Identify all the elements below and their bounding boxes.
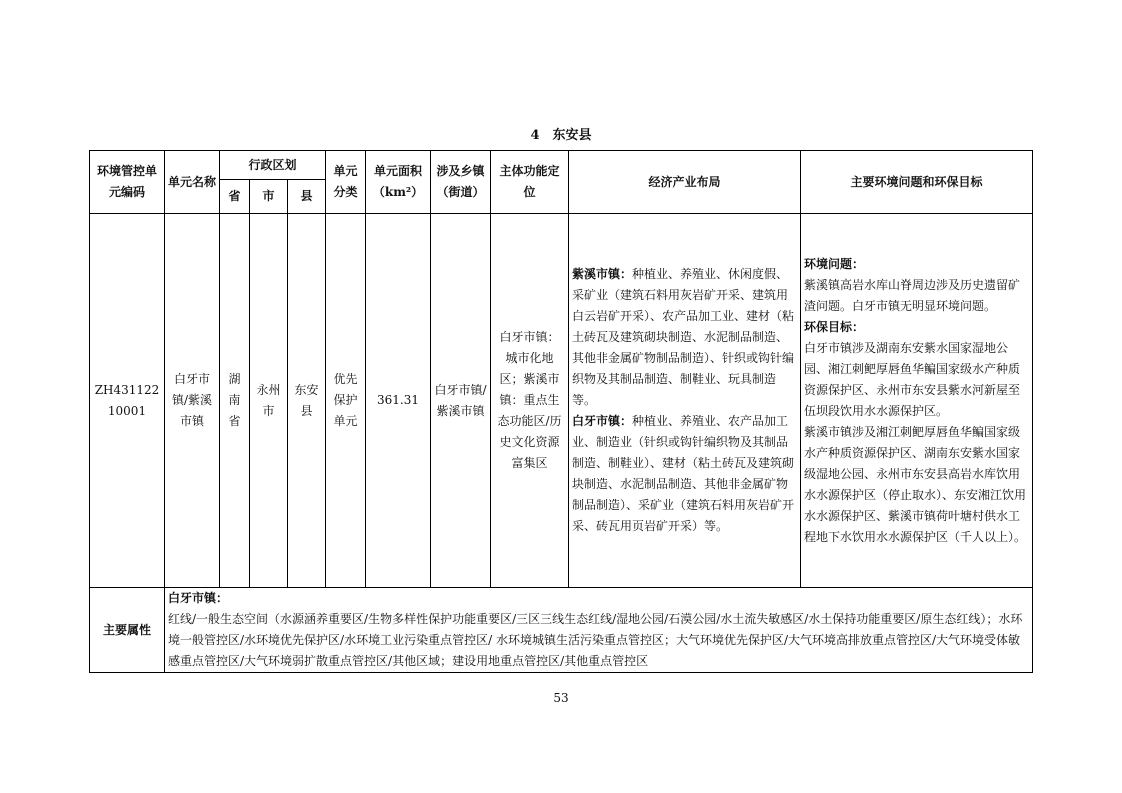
env-goals-text-zixi: 紫溪市镇涉及湘江刺鲃厚唇鱼华鳊国家级水产种质资源保护区、湖南东安紫水国家级湿地公园、永州市东安县高岩水库饮用水水源保护区（停止取水）、东安湘江饮用水水源保护区、紫溪市镇荷叶塘村供水工程地下水饮用水水源保护区（千人以上）。 <box>804 424 1027 544</box>
header-unit-area: 单元面积（km²） <box>366 151 431 214</box>
attributes-town-label: 白牙市镇： <box>168 591 229 605</box>
header-city: 市 <box>250 180 288 214</box>
cell-province: 湖南省 <box>220 214 250 588</box>
header-main-function: 主体功能定位 <box>491 151 569 214</box>
header-county: 县 <box>288 180 326 214</box>
economy-text-zixi: 种植业、养殖业、休闲度假、采矿业（建筑石料用灰岩矿开采、建筑用白云岩矿开采）、农产品加工业、建材（粘土砖瓦及建筑砌块制造、水泥制品制造、其他非金属矿物制品制造）、针织或钩针编织物及其制品制造、制鞋业、玩具制造等。 <box>572 267 795 407</box>
header-unit-code: 环境管控单元编码 <box>90 151 165 214</box>
control-unit-table <box>89 150 1033 673</box>
header-economy-layout: 经济产业布局 <box>569 151 801 214</box>
env-goals-label: 环保目标： <box>804 319 865 334</box>
env-issues-text: 紫溪镇高岩水库山脊周边涉及历史遗留矿渣问题。白牙市镇无明显环境问题。 <box>804 277 1021 313</box>
cell-unit-code: ZH43112210001 <box>90 214 165 588</box>
economy-text-baiya: 种植业、养殖业、农产品加工业、制造业（针织或钩针编织物及其制品制造、制鞋业）、建材（粘土砖瓦及建筑砌块制造、水泥制品制造、其他非金属矿物制品制造）、采矿业（建筑石料用灰岩矿开采、砖瓦用页岩矿开采）等。 <box>572 414 795 533</box>
cell-unit-category: 优先保护单元 <box>326 214 366 588</box>
cell-city: 永州市 <box>250 214 288 588</box>
page-number: 53 <box>553 691 569 705</box>
cell-attributes <box>165 588 1033 673</box>
economy-town-label-baiya: 白牙市镇： <box>572 414 633 428</box>
cell-unit-area: 361.31 <box>366 214 431 588</box>
header-unit-name: 单元名称 <box>165 151 220 214</box>
cell-attributes-label: 主要属性 <box>90 588 165 673</box>
cell-economy-layout <box>569 214 801 588</box>
cell-unit-name: 白牙市镇/紫溪市镇 <box>165 214 220 588</box>
attributes-text: 红线/一般生态空间（水源涵养重要区/生物多样性保护功能重要区/三区三线生态红线/湿地公园/石漠公园/水土流失敏感区/水土保持功能重要区/原生态红线）；水环境一般管控区/水环境优先保护区/水环境工业污染重点管控区/ 水环境城镇生活污染重点管控区；大气环境优先保护区/大气环境高排放重点管控区/大气环境受体敏感重点管控区/大气环境弱扩散重点管控区/其他区域；建设用地重点管控区/其他重点管控区 <box>168 612 1023 668</box>
economy-town-label-zixi: 紫溪市镇： <box>572 267 633 281</box>
header-admin-division: 行政区划 <box>220 151 326 180</box>
cell-county: 东安县 <box>288 214 326 588</box>
cell-towns: 白牙市镇/紫溪市镇 <box>431 214 491 588</box>
header-unit-category: 单元分类 <box>326 151 366 214</box>
header-province: 省 <box>220 180 250 214</box>
header-env-issues: 主要环境问题和环保目标 <box>801 151 1033 214</box>
cell-main-function: 白牙市镇：城市化地区；紫溪市镇：重点生态功能区/历史文化资源富集区 <box>491 214 569 588</box>
section-title: 4 东安县 <box>530 128 592 143</box>
env-goals-text-baiya: 白牙市镇涉及湖南东安紫水国家湿地公园、湘江刺鲃厚唇鱼华鳊国家级水产种质资源保护区、永州市东安县紫水河新屋至伍坝段饮用水水源保护区。 <box>804 340 1021 418</box>
header-towns: 涉及乡镇（街道） <box>431 151 491 214</box>
cell-env-issues <box>801 214 1033 588</box>
env-issues-label: 环境问题： <box>804 256 865 271</box>
